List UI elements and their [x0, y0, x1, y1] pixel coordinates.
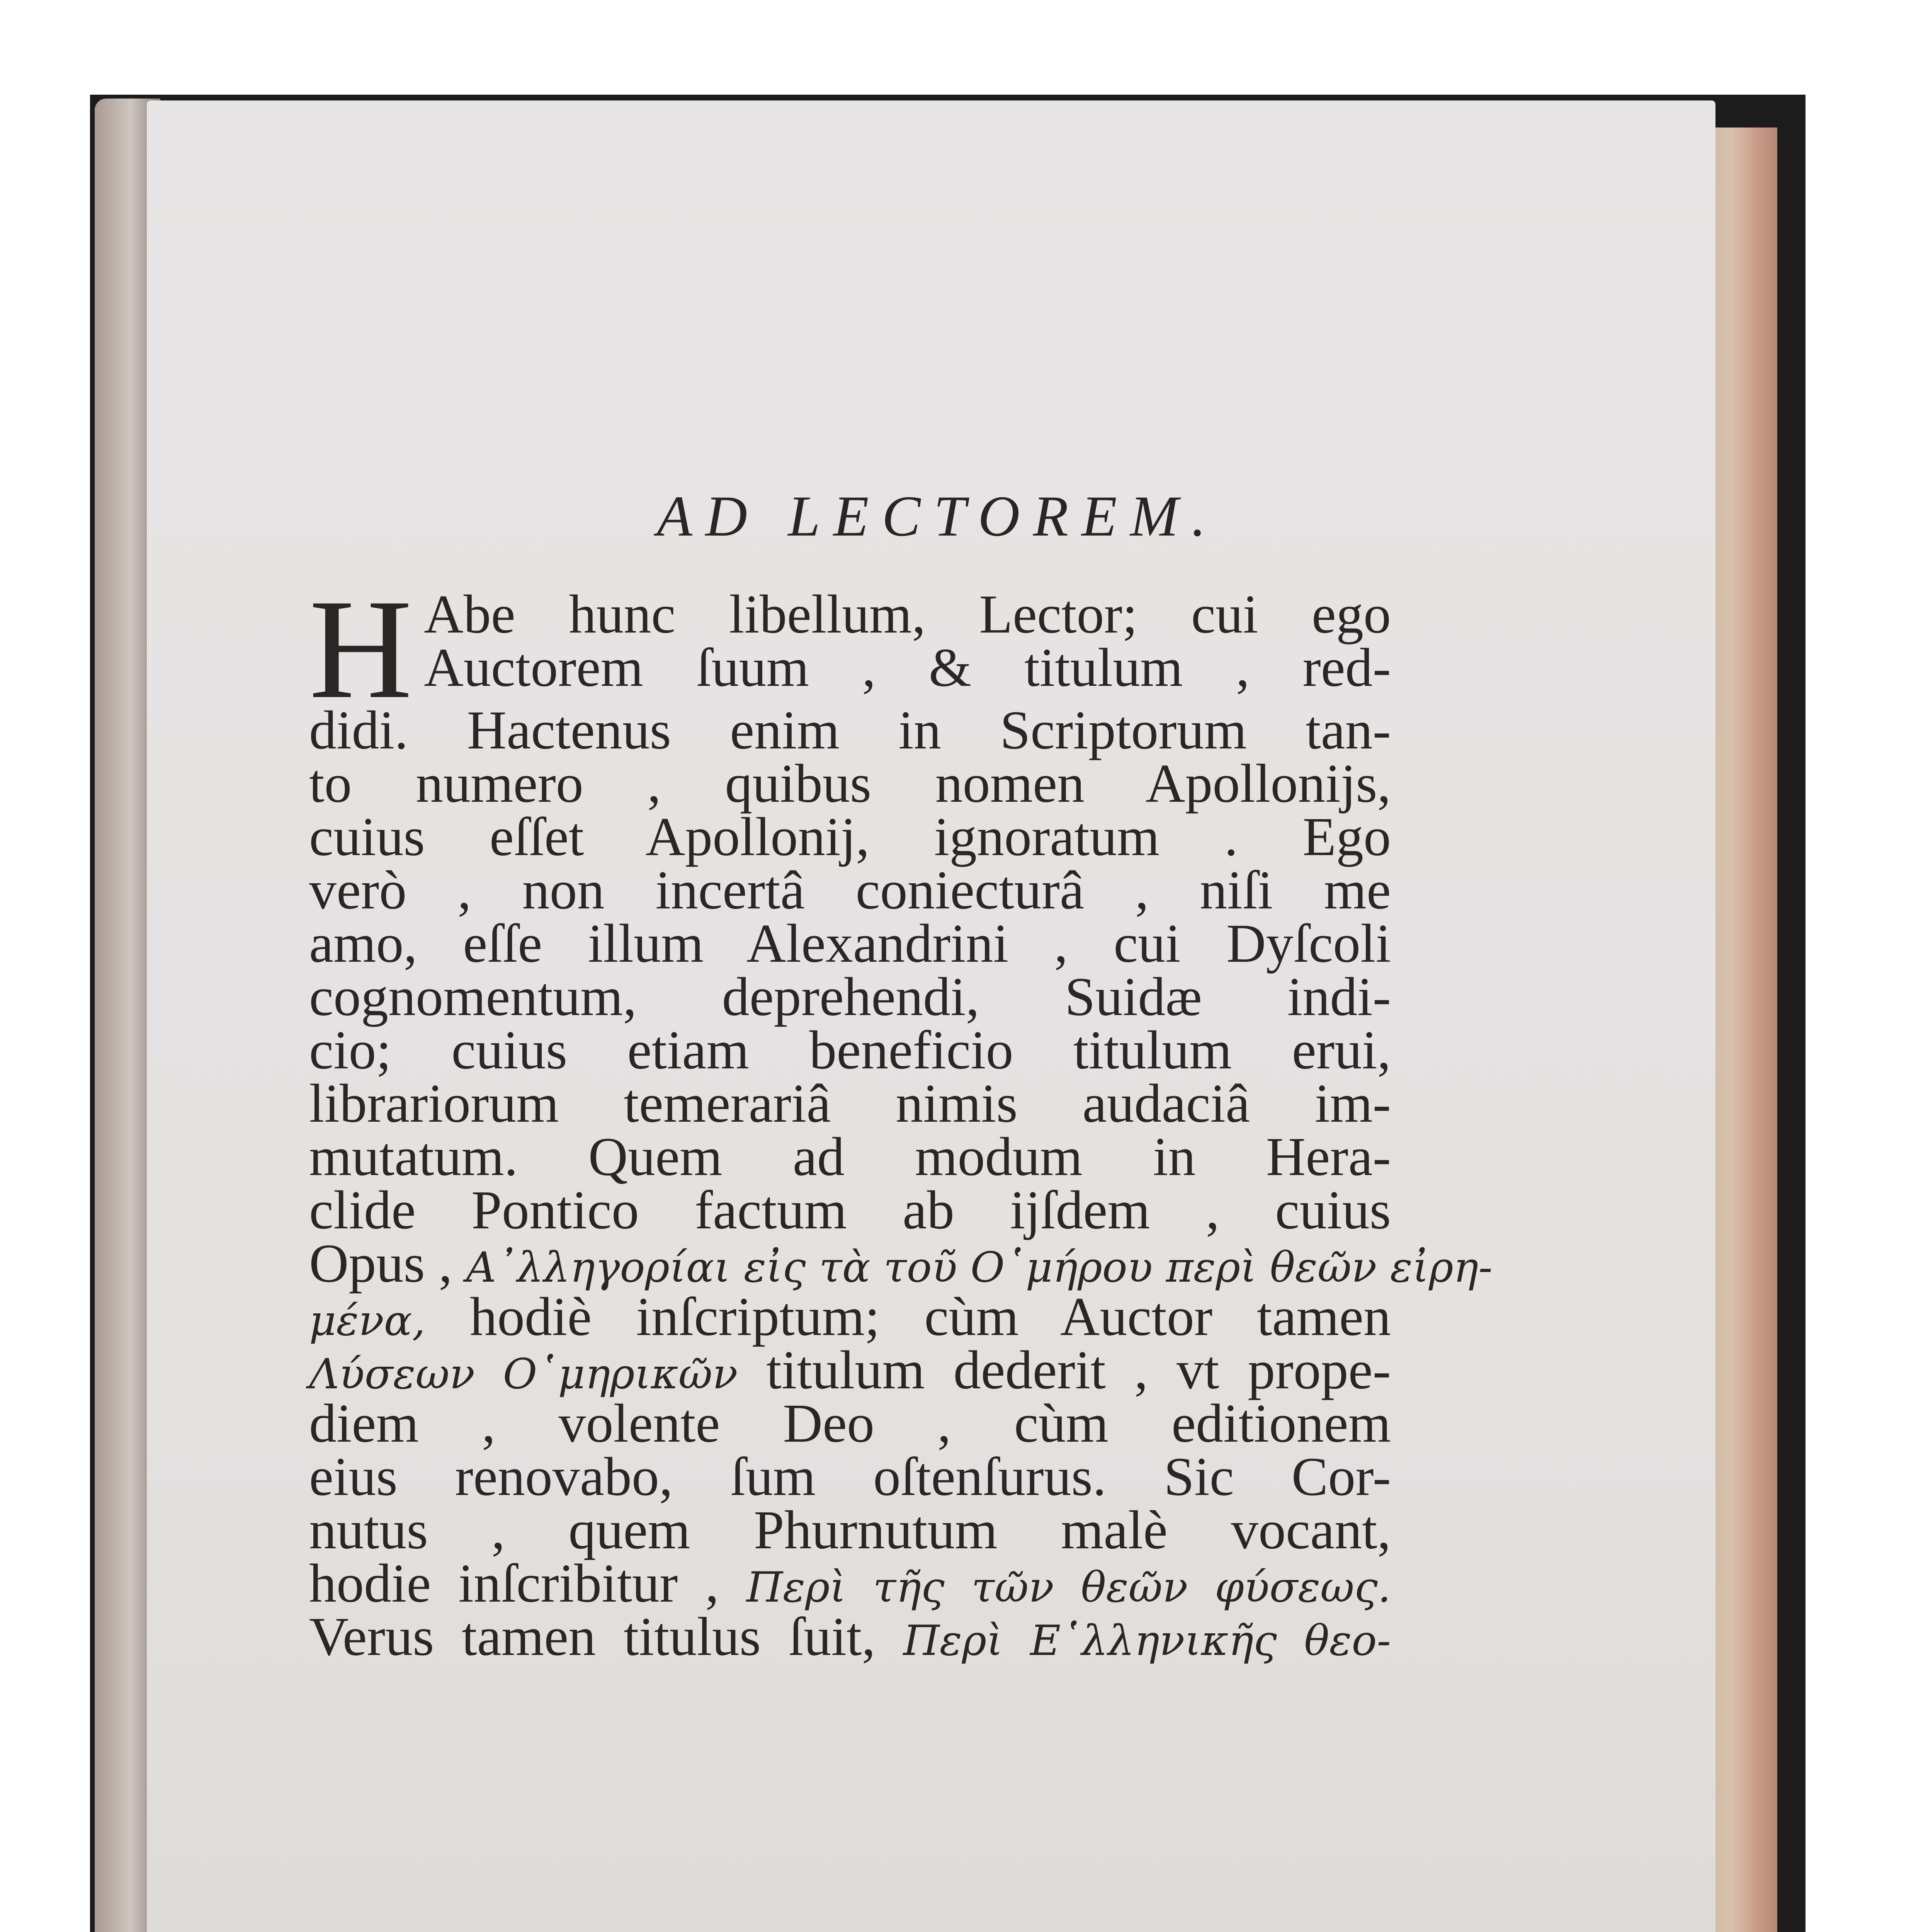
text-line: cio; cuius etiam beneficio titulum erui, — [309, 1019, 1391, 1080]
text-line: diem , volente Deo , cùm editionem — [309, 1393, 1391, 1454]
text-line: verò , non incertâ coniecturâ , niſi me — [309, 859, 1391, 920]
latin-text: hodie inſcribitur , — [309, 1553, 719, 1614]
text-line: mutatum. Quem ad modum in Hera- — [309, 1126, 1391, 1187]
latin-text: Verus tamen titulus ſuit, — [309, 1606, 876, 1667]
text-line: cognomentum, deprehendi, Suidæ indi- — [309, 966, 1391, 1027]
text-line: to numero , quibus nomen Apollonijs, — [309, 753, 1391, 814]
text-line: Auctorem ſuum , & titulum , red- — [424, 637, 1391, 698]
text-line-mixed — [309, 1339, 1391, 1400]
body-text — [309, 570, 1493, 1667]
greek-text: Λύσεων Ο῾μηρικῶν — [309, 1350, 738, 1398]
book-page — [147, 100, 1715, 1932]
greek-text: Α᾽λληγορίαι εἰς τὰ τοῦ Ο῾μήρου περὶ θεῶν εἰρη- — [466, 1243, 1493, 1292]
text-line: nutus , quem Phurnutum malè vocant, — [309, 1499, 1391, 1560]
greek-text: μένα, — [309, 1297, 426, 1345]
text-line: clide Pontico factum ab ijſdem , cuius — [309, 1179, 1391, 1240]
text-line-mixed — [309, 1606, 1391, 1667]
text-line: Abe hunc libellum, Lector; cui ego — [424, 583, 1391, 645]
latin-text: titulum dederit , vt prope- — [766, 1339, 1391, 1400]
page-heading: AD LECTOREM. — [657, 484, 1219, 548]
drop-cap: H — [309, 570, 413, 728]
text-line: cuius eſſet Apollonij, ignoratum . Ego — [309, 806, 1391, 867]
text-line-mixed — [309, 1233, 1493, 1294]
greek-text: Περὶ Ε῾λληνικῆς θεο- — [903, 1617, 1391, 1665]
latin-text: Opus , — [309, 1233, 452, 1294]
text-line: amo, eſſe illum Alexandrini , cui Dyſcoli — [309, 913, 1391, 974]
text-line-mixed — [309, 1286, 1391, 1347]
greek-text: Περὶ τῆς τῶν θεῶν φύσεως. — [746, 1563, 1391, 1612]
text-line-mixed — [309, 1553, 1391, 1614]
text-line: librariorum temerariâ nimis audaciâ im- — [309, 1073, 1391, 1134]
text-line: eius renovabo, ſum oſtenſurus. Sic Cor- — [309, 1446, 1391, 1507]
latin-text: hodiè inſcriptum; cùm Auctor tamen — [469, 1286, 1391, 1347]
text-line: didi. Hactenus enim in Scriptorum tan- — [309, 699, 1391, 760]
